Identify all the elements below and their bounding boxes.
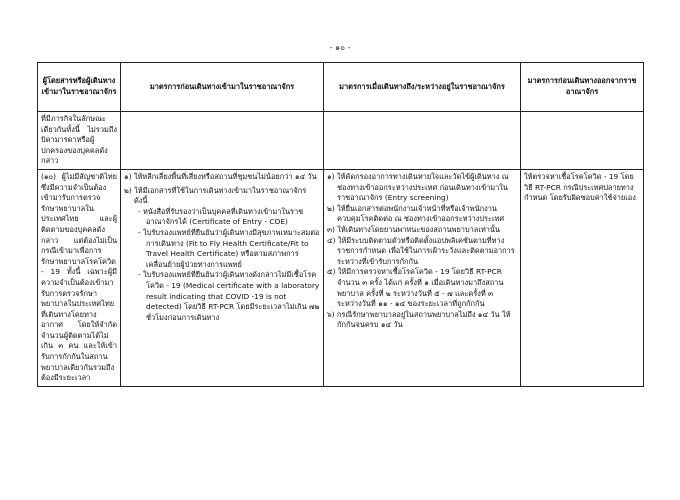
cell-prev-continuation: ที่มีภารกิจในลักษณะเดียวกันทั้งนี้ ไม่รวมถึงบิดามารดาหรือผู้ปกครองของบุคคลดังกล่าว <box>38 112 121 170</box>
cell-empty <box>521 112 644 170</box>
cell-traveler-category: (๑๐) ผู้ไม่มีสัญชาติไทยซึ่งมีความจำเป็นต้องเข้ามารับการตรวจรักษาพยาบาลในประเทศไทย และผู้ติดตามของบุคคลดังกล่าว แต่ต้องไม่เป็นกรณีเข้ามาเพื่อการรักษาพยาบาลโรคโควิด - 19 ทั้งนี้ เฉพาะผู้มีความจำเป็นต้องเข้ามารับการตรวจรักษาพยาบาลในประเทศไทยที่เดินทางโดยทางอากาศ โดยให้จำกัดจำนวนผู้ติดตามได้ไม่เกิน ๓ คน และให้เข้ารับการกักกันในสถานพยาบาลเดียวกันรวมถึงต้องมีระยะเวลา <box>38 169 121 386</box>
header-before-departure: มาตรการก่อนเดินทางออกจากราชอาณาจักร <box>521 63 644 112</box>
cell-empty <box>324 112 521 170</box>
page-number: - ๑๐ - <box>329 43 351 52</box>
list-item: ๕) ให้มีการตรวจหาเชื้อโรคโควิด - 19 โดยวิธี RT-PCR จำนวน ๓ ครั้ง ได้แก่ ครั้งที่ ๑ เมื่อเดินทางมาถึงสถานพยาบาล ครั้งที่ ๒ ระหว่างวันที่ ๕ - ๗ และครั้งที่ ๓ ระหว่างวันที่ ๑๑ - ๑๔ ของระยะเวลาที่ถูกกักกัน <box>327 267 504 309</box>
list-item: ๔) ให้มีระบบติดตามตัวหรือติดตั้งแอปพลิเคชันตามที่ทางราชการกำหนด เพื่อใช้ในการเฝ้าระวังและติดตามอาการ ระหว่างที่เข้ารับการกักกัน <box>327 235 515 266</box>
list-item: ๑) ให้คัดกรองอาการทางเดินหายใจและวัดไข้ผู้เดินทาง ณ ช่องทางเข้าออกระหว่างประเทศ ก่อนเดินทางเข้ามาในราชอาณาจักร (Entry screening) <box>327 171 509 203</box>
table-row <box>38 169 644 386</box>
cell-before-entry-measures <box>121 169 324 386</box>
cell-arrival-measures <box>324 169 521 386</box>
table-row <box>38 112 644 170</box>
header-upon-arrival: มาตรการเมื่อเดินทางถึง/ระหว่างอยู่ในราชอาณาจักร <box>324 63 521 112</box>
list-subitem: - ใบรับรองแพทย์ที่ยืนยันว่าผู้เดินทางมีสุขภาพเหมาะสมต่อการเดินทาง (Fit to Fly Health Certificate/Fit to Travel Health Certificate) หรือตามสภาพการเคลื่อนย้ายผู้ป่วยทางการแพทย์ <box>138 227 320 269</box>
list-item: ๖) กรณีรักษาพยาบาลอยู่ในสถานพยาบาลไม่ถึง ๑๔ วัน ให้กักกันจนครบ ๑๔ วัน <box>327 309 511 330</box>
measures-table <box>37 62 644 387</box>
list-item: ๒) ให้ยื่นเอกสารต่อพนักงานเจ้าหน้าที่หรือเจ้าพนักงานควบคุมโรคติดต่อ ณ ช่องทางเข้าออกระหว่างประเทศ <box>327 203 505 224</box>
list-item: ๑) ให้หลีกเลี่ยงพื้นที่เสี่ยงหรือสถานที่ชุมชนไม่น้อยกว่า ๑๔ วัน <box>124 171 317 181</box>
list-subitem: - หนังสือที่รับรองว่าเป็นบุคคลที่เดินทางเข้ามาในราชอาณาจักรได้ (Certificate of Entry - COE) <box>138 206 304 227</box>
list-item: ๓) ให้เดินทางโดยยานพาหนะของสถานพยาบาลเท่านั้น <box>327 224 500 234</box>
cell-departure-measures: ให้ตรวจหาเชื้อโรคโควิด - 19 โดยวิธี RT-PCR กรณีประเทศปลายทางกำหนด โดยรับผิดชอบค่าใช้จ่ายเอง <box>521 169 644 386</box>
list-subitem: - ใบรับรองแพทย์ที่ยืนยันว่าผู้เดินทางดังกล่าวไม่มีเชื้อโรคโควิด - 19 (Medical certificate with a laboratory result indicating that COVID -19 is not detected) โดยวิธี RT-PCR โดยมีระยะเวลาไม่เกิน ๗๒ ชั่วโมงก่อนการเดินทาง <box>138 270 320 322</box>
list-item: ๒) ให้มีเอกสารที่ใช้ในการเดินทางเข้ามาในราชอาณาจักร ดังนี้ <box>124 185 307 206</box>
header-travelers: ผู้โดยสารหรือผู้เดินทางเข้ามาในราชอาณาจักร <box>38 63 121 112</box>
table-header-row <box>38 63 644 112</box>
cell-empty <box>121 112 324 170</box>
header-before-entry: มาตรการก่อนเดินทางเข้ามาในราชอาณาจักร <box>121 63 324 112</box>
